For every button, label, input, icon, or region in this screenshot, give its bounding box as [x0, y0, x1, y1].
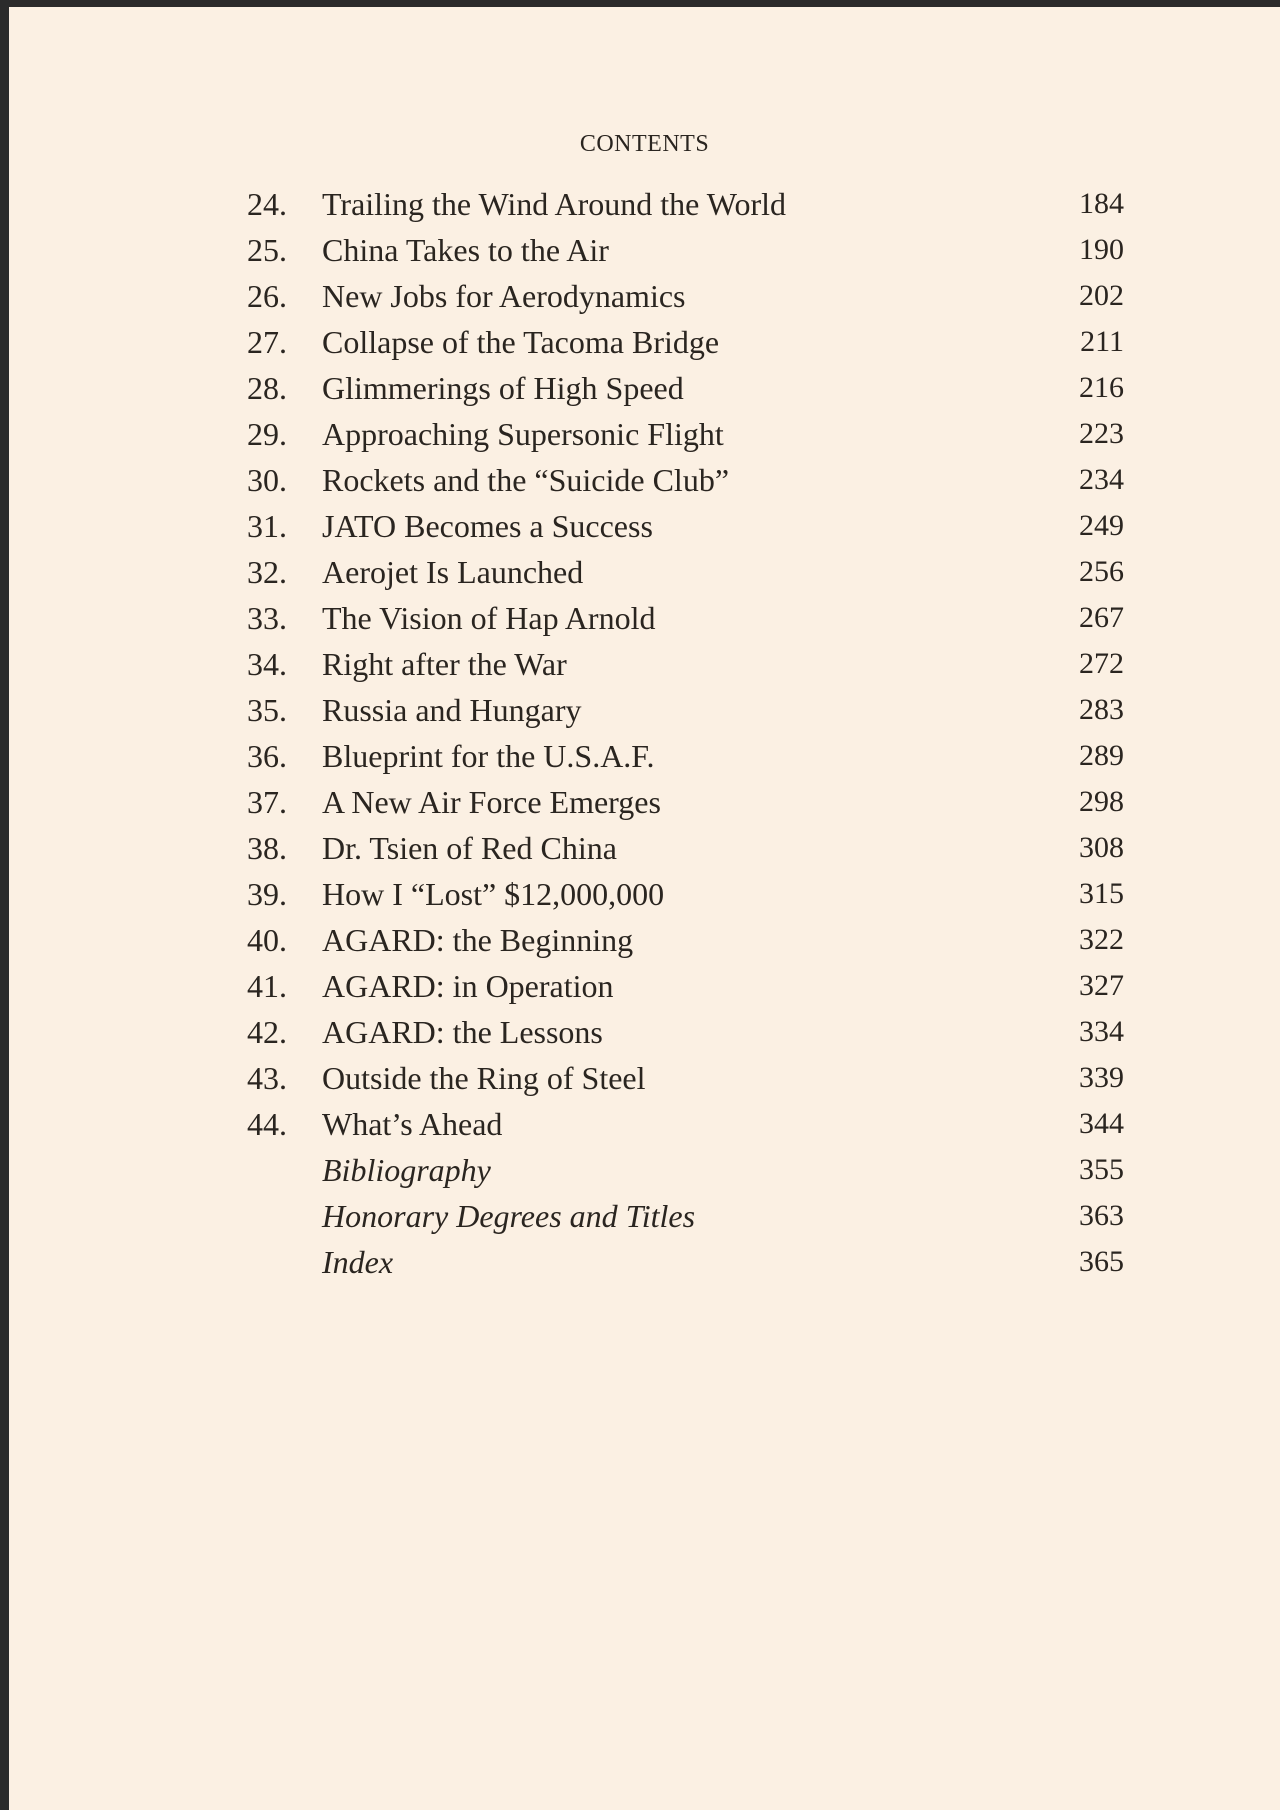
toc-entry — [9, 365, 1280, 411]
chapter-title: What’s Ahead — [322, 1106, 503, 1142]
chapter-title: Honorary Degrees and Titles — [322, 1198, 696, 1234]
page-number: 308 — [1079, 831, 1124, 864]
chapter-title: Index — [322, 1244, 394, 1280]
chapter-number: 36. — [247, 738, 287, 774]
page-number: 249 — [1079, 509, 1124, 542]
toc-entry — [9, 1101, 1280, 1147]
chapter-number: 43. — [247, 1060, 287, 1096]
page-number: 234 — [1079, 463, 1124, 496]
toc-entry — [9, 595, 1280, 641]
toc-entry — [9, 1055, 1280, 1101]
page-number: 363 — [1079, 1199, 1124, 1232]
toc-entry — [9, 871, 1280, 917]
page-number: 365 — [1079, 1245, 1124, 1278]
chapter-title: Collapse of the Tacoma Bridge — [322, 324, 720, 360]
chapter-title: AGARD: the Beginning — [322, 922, 634, 958]
chapter-title: Trailing the Wind Around the World — [322, 186, 786, 222]
toc-entry — [9, 411, 1280, 457]
chapter-title: Right after the War — [322, 646, 567, 682]
chapter-title: New Jobs for Aerodynamics — [322, 278, 686, 314]
chapter-title: Blueprint for the U.S.A.F. — [322, 738, 655, 774]
chapter-number: 30. — [247, 462, 287, 498]
toc-entry — [9, 1009, 1280, 1055]
page-number: 211 — [1080, 325, 1124, 358]
page-number: 184 — [1079, 187, 1124, 220]
toc-entry — [9, 273, 1280, 319]
page-number: 267 — [1079, 601, 1124, 634]
toc-entry — [9, 503, 1280, 549]
toc-entry — [9, 181, 1280, 227]
page-number: 322 — [1079, 923, 1124, 956]
toc-entry — [9, 549, 1280, 595]
toc-entry — [9, 227, 1280, 273]
chapter-title: Aerojet Is Launched — [322, 554, 584, 590]
chapter-number: 29. — [247, 416, 287, 452]
chapter-title: The Vision of Hap Arnold — [322, 600, 656, 636]
chapter-number: 39. — [247, 876, 287, 912]
chapter-number: 41. — [247, 968, 287, 1004]
page-number: 315 — [1079, 877, 1124, 910]
chapter-number: 24. — [247, 186, 287, 222]
toc-entry — [9, 457, 1280, 503]
chapter-number: 42. — [247, 1014, 287, 1050]
chapter-number: 44. — [247, 1106, 287, 1142]
toc-entry — [9, 1147, 1280, 1193]
toc-entry — [9, 963, 1280, 1009]
chapter-number: 40. — [247, 922, 287, 958]
chapter-title: Glimmerings of High Speed — [322, 370, 684, 406]
page-number: 355 — [1079, 1153, 1124, 1186]
chapter-title: China Takes to the Air — [322, 232, 609, 268]
chapter-number: 26. — [247, 278, 287, 314]
chapter-title: Dr. Tsien of Red China — [322, 830, 617, 866]
chapter-number: 38. — [247, 830, 287, 866]
chapter-number: 37. — [247, 784, 287, 820]
page-number: 334 — [1079, 1015, 1124, 1048]
chapter-number: 35. — [247, 692, 287, 728]
page-number: 272 — [1079, 647, 1124, 680]
page-number: 339 — [1079, 1061, 1124, 1094]
toc-entry — [9, 825, 1280, 871]
toc-entry — [9, 733, 1280, 779]
chapter-number: 34. — [247, 646, 287, 682]
chapter-title: AGARD: the Lessons — [322, 1014, 603, 1050]
page-number: 223 — [1079, 417, 1124, 450]
chapter-title: Bibliography — [322, 1152, 491, 1188]
chapter-title: Approaching Supersonic Flight — [322, 416, 724, 452]
chapter-number: 32. — [247, 554, 287, 590]
chapter-number: 27. — [247, 324, 287, 360]
chapter-title: AGARD: in Operation — [322, 968, 614, 1004]
toc-entry — [9, 687, 1280, 733]
toc-entry — [9, 641, 1280, 687]
toc-entry — [9, 779, 1280, 825]
page-number: 327 — [1079, 969, 1124, 1002]
chapter-number: 28. — [247, 370, 287, 406]
book-page — [9, 7, 1280, 1810]
chapter-title: A New Air Force Emerges — [322, 784, 661, 820]
chapter-number: 25. — [247, 232, 287, 268]
chapter-title: Rockets and the “Suicide Club” — [322, 462, 730, 498]
toc-entry — [9, 1239, 1280, 1285]
page-number: 190 — [1079, 233, 1124, 266]
page-number: 344 — [1079, 1107, 1124, 1140]
chapter-title: Russia and Hungary — [322, 692, 582, 728]
chapter-number: 31. — [247, 508, 287, 544]
page-number: 289 — [1079, 739, 1124, 772]
chapter-title: JATO Becomes a Success — [322, 508, 653, 544]
chapter-title: Outside the Ring of Steel — [322, 1060, 646, 1096]
table-of-contents — [9, 181, 1280, 1285]
page-number: 298 — [1079, 785, 1124, 818]
chapter-number: 33. — [247, 600, 287, 636]
page-number: 256 — [1079, 555, 1124, 588]
toc-entry — [9, 1193, 1280, 1239]
toc-entry — [9, 917, 1280, 963]
chapter-title: How I “Lost” $12,000,000 — [322, 876, 665, 912]
page-number: 202 — [1079, 279, 1124, 312]
page-number: 283 — [1079, 693, 1124, 726]
contents-heading: CONTENTS — [579, 131, 710, 157]
toc-entry — [9, 319, 1280, 365]
page-number: 216 — [1079, 371, 1124, 404]
